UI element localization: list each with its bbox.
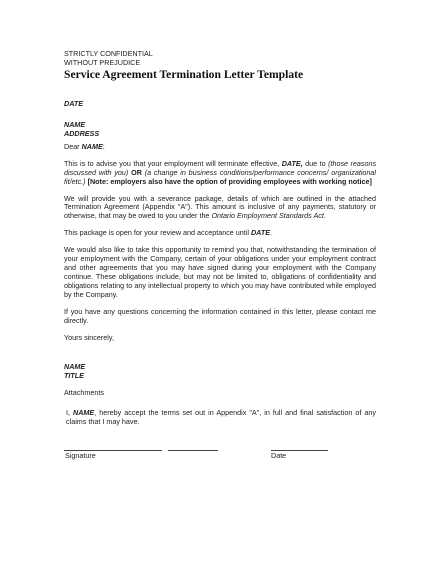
p3-text: This package is open for your review and acceptance until — [64, 228, 249, 238]
prejudice-label: WITHOUT PREJUDICE — [64, 57, 141, 67]
signer-title-placeholder: TITLE — [64, 371, 84, 381]
letter-body — [64, 50, 376, 476]
p2-act: Ontario Employment Standards Act — [211, 211, 324, 221]
salutation-dear: Dear — [64, 141, 80, 151]
termination-paragraph — [64, 160, 376, 187]
acceptance-statement — [64, 409, 376, 427]
p1-or: OR — [131, 167, 142, 177]
attachments-label: Attachments — [64, 388, 104, 398]
confidential-label: STRICTLY CONFIDENTIAL — [64, 49, 153, 58]
accept-i: I, — [66, 408, 70, 418]
p1-reasons: (those reasons discussed with you) — [64, 158, 377, 177]
severance-paragraph — [64, 195, 376, 222]
p1-date: DATE, — [281, 158, 303, 168]
signature-label: Signature — [65, 450, 96, 460]
p1-text-b: due to — [305, 158, 326, 168]
accept-name: NAME — [73, 408, 95, 418]
obligations-paragraph: We would also like to take this opportunity to remind you that, notwithstanding the termination of your employment with the Company, certain of your obligations under your employment contract and other agreements that you may have signed during your employment with the Company continue. These obligations include, but may not be limited to, obligations of confidentiality and obligations relating to any intellectual property to which you may have contributed while employed by the Company. — [64, 245, 376, 299]
questions-paragraph: If you have any questions concerning the information contained in this letter, please contact me directly. — [64, 306, 376, 325]
p2-end: . — [323, 211, 326, 221]
accept-rest: , hereby accept the terms set out in Appendix "A", in full and final satisfaction of any claims that I may have. — [66, 408, 377, 426]
recipient-address-placeholder: ADDRESS — [64, 129, 100, 138]
recipient-name-placeholder: NAME — [64, 120, 86, 130]
p3-date: DATE — [250, 228, 271, 238]
salutation-name: NAME — [81, 141, 103, 151]
signature-line-short[interactable] — [168, 450, 218, 451]
date-placeholder: DATE — [64, 99, 84, 109]
p1-change: (a change in business conditions/performance concerns/ organizational fit/etc.) — [64, 167, 376, 186]
p3-end: . — [270, 228, 273, 238]
closing: Yours sincerely, — [64, 333, 114, 343]
acceptance-deadline-paragraph — [64, 229, 376, 238]
recipient-block — [64, 121, 376, 139]
signature-row — [64, 450, 376, 476]
salutation-colon: : — [102, 141, 105, 151]
p1-note: [Note: employers also have the option of providing employees with working notice] — [87, 176, 372, 186]
salutation — [64, 143, 376, 152]
p1-text-a: This is to advise you that your employment will terminate effective, — [64, 158, 280, 168]
p2-text: We will provide you with a severance package, details of which are outlined in the attached Termination Agreement (Appendix "A"). This amount is inclusive of any payments, statutory or otherwise, that may be owed to you under the — [64, 193, 376, 221]
document-title: Service Agreement Termination Letter Template — [64, 68, 304, 82]
date-label: Date — [271, 450, 287, 460]
signer-name-placeholder: NAME — [64, 362, 86, 372]
